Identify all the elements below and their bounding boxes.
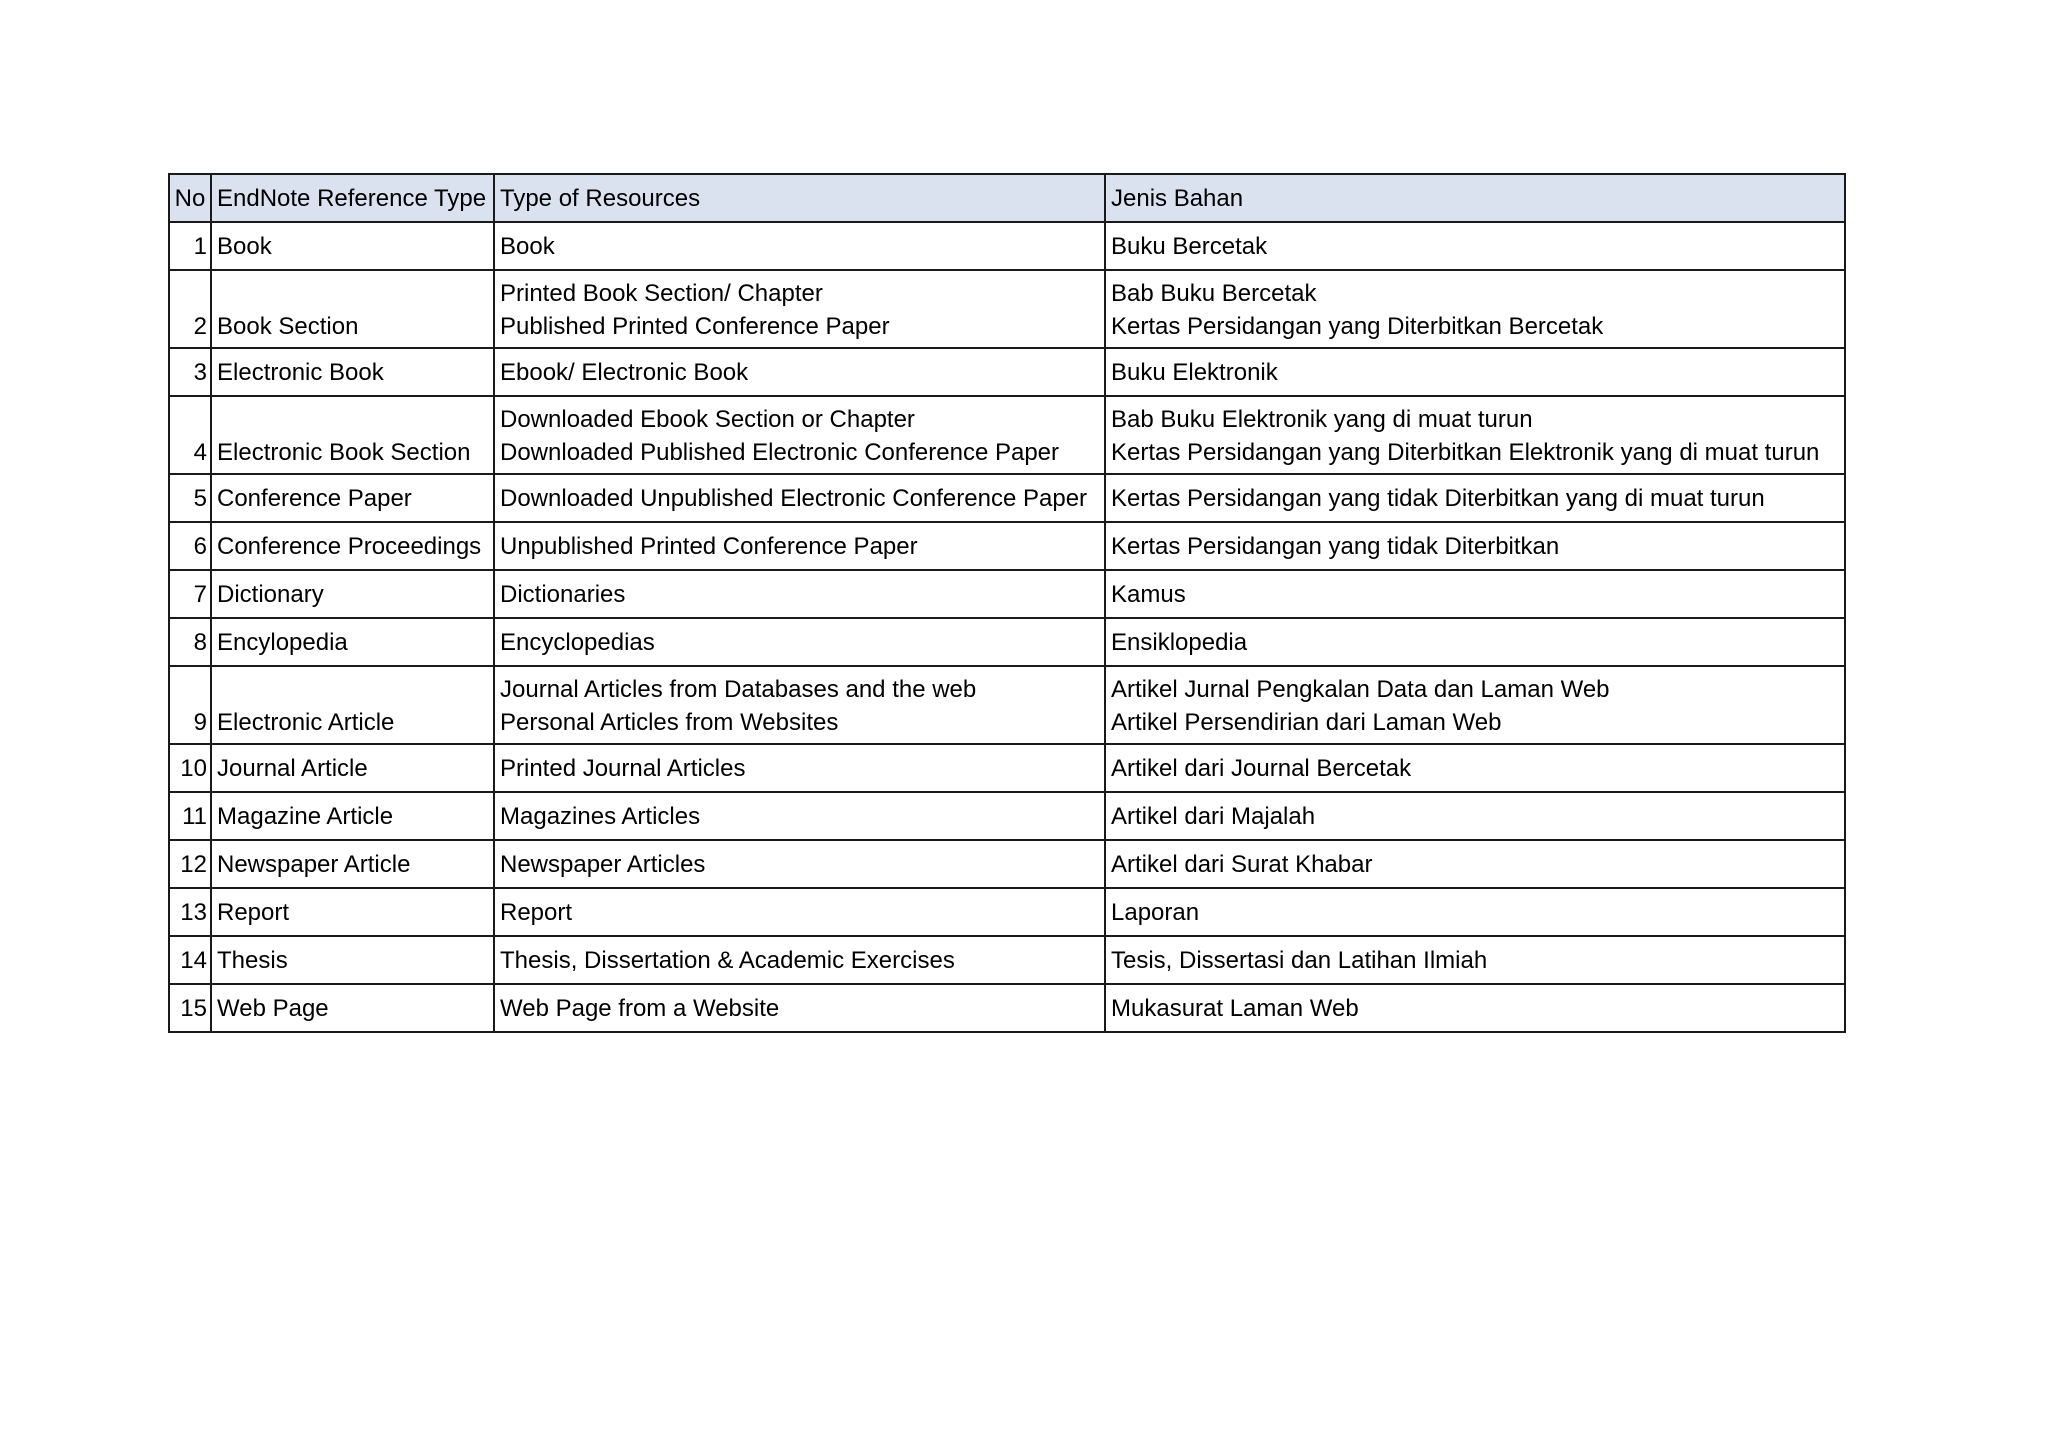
- type-of-resources-cell: [494, 666, 1105, 744]
- endnote-reference-type-cell: Book Section: [211, 270, 494, 348]
- row-number: 14: [169, 936, 211, 984]
- resource-line: Newspaper Articles: [500, 850, 706, 878]
- jenis-bahan-cell: [1105, 984, 1845, 1032]
- table-body: [169, 222, 1845, 1032]
- jenis-line: Bab Buku Elektronik yang di muat turun: [1111, 406, 1533, 433]
- jenis-line: Artikel Persendirian dari Laman Web: [1111, 709, 1502, 736]
- resource-line: Printed Journal Articles: [500, 754, 746, 782]
- jenis-line: Kertas Persidangan yang Diterbitkan Bercetak: [1111, 313, 1604, 340]
- jenis-bahan-cell: [1105, 396, 1845, 474]
- reference-type-table: [168, 173, 1846, 1033]
- table-row: [169, 396, 1845, 474]
- row-number: 11: [169, 792, 211, 840]
- table-row: [169, 474, 1845, 522]
- resource-line: Encyclopedias: [500, 628, 655, 656]
- endnote-reference-type-cell: Encylopedia: [211, 618, 494, 666]
- table-row: [169, 666, 1845, 744]
- resource-line: Thesis, Dissertation & Academic Exercises: [500, 946, 955, 974]
- row-number: 13: [169, 888, 211, 936]
- jenis-line: Buku Elektronik: [1111, 358, 1278, 386]
- type-of-resources-cell: [494, 984, 1105, 1032]
- type-of-resources-cell: [494, 792, 1105, 840]
- jenis-line: Tesis, Dissertasi dan Latihan Ilmiah: [1111, 946, 1488, 974]
- resource-line: Dictionaries: [500, 580, 626, 608]
- jenis-line: Kamus: [1111, 580, 1186, 608]
- table-row: [169, 984, 1845, 1032]
- jenis-bahan-cell: [1105, 666, 1845, 744]
- type-of-resources-cell: [494, 888, 1105, 936]
- type-of-resources-cell: [494, 840, 1105, 888]
- row-number: 12: [169, 840, 211, 888]
- type-of-resources-cell: [494, 570, 1105, 618]
- header-type-of-resources: Type of Resources: [494, 174, 1105, 222]
- endnote-reference-type-cell: Report: [211, 888, 494, 936]
- type-of-resources-cell: [494, 348, 1105, 396]
- table-row: [169, 522, 1845, 570]
- row-number: 3: [169, 348, 211, 396]
- table-row: [169, 936, 1845, 984]
- row-number: 4: [169, 396, 211, 474]
- resource-line: Ebook/ Electronic Book: [500, 358, 749, 386]
- row-number: 15: [169, 984, 211, 1032]
- endnote-reference-type-cell: Web Page: [211, 984, 494, 1032]
- jenis-bahan-cell: [1105, 618, 1845, 666]
- type-of-resources-cell: [494, 474, 1105, 522]
- row-number: 1: [169, 222, 211, 270]
- jenis-line: Artikel dari Journal Bercetak: [1111, 754, 1412, 782]
- row-number: 5: [169, 474, 211, 522]
- resource-line: Book: [500, 232, 555, 260]
- endnote-reference-type-cell: Conference Proceedings: [211, 522, 494, 570]
- type-of-resources-cell: [494, 936, 1105, 984]
- table-row: [169, 348, 1845, 396]
- endnote-reference-type-cell: Electronic Book: [211, 348, 494, 396]
- jenis-bahan-cell: [1105, 888, 1845, 936]
- type-of-resources-cell: [494, 270, 1105, 348]
- row-number: 7: [169, 570, 211, 618]
- table-row: [169, 570, 1845, 618]
- type-of-resources-cell: [494, 744, 1105, 792]
- jenis-line: Artikel dari Surat Khabar: [1111, 850, 1373, 878]
- table-row: [169, 792, 1845, 840]
- jenis-bahan-cell: [1105, 840, 1845, 888]
- row-number: 6: [169, 522, 211, 570]
- resource-line: Printed Book Section/ Chapter: [500, 280, 823, 307]
- jenis-bahan-cell: [1105, 792, 1845, 840]
- resource-line: Published Printed Conference Paper: [500, 313, 890, 340]
- endnote-reference-type-cell: Conference Paper: [211, 474, 494, 522]
- jenis-bahan-cell: [1105, 348, 1845, 396]
- table-row: [169, 222, 1845, 270]
- table-header-row: [169, 174, 1845, 222]
- row-number: 9: [169, 666, 211, 744]
- endnote-reference-type-cell: Electronic Article: [211, 666, 494, 744]
- resource-line: Personal Articles from Websites: [500, 709, 839, 736]
- type-of-resources-cell: [494, 222, 1105, 270]
- resource-line: Downloaded Ebook Section or Chapter: [500, 406, 915, 433]
- resource-line: Downloaded Published Electronic Conference Paper: [500, 439, 1060, 466]
- endnote-reference-type-cell: Book: [211, 222, 494, 270]
- endnote-reference-type-cell: Magazine Article: [211, 792, 494, 840]
- type-of-resources-cell: [494, 618, 1105, 666]
- row-number: 10: [169, 744, 211, 792]
- jenis-line: Kertas Persidangan yang tidak Diterbitkan: [1111, 532, 1560, 560]
- table-row: [169, 744, 1845, 792]
- jenis-line: Artikel Jurnal Pengkalan Data dan Laman Web: [1111, 676, 1610, 703]
- table-row: [169, 840, 1845, 888]
- jenis-bahan-cell: [1105, 570, 1845, 618]
- row-number: 8: [169, 618, 211, 666]
- endnote-reference-type-cell: Journal Article: [211, 744, 494, 792]
- jenis-bahan-cell: [1105, 222, 1845, 270]
- row-number: 2: [169, 270, 211, 348]
- jenis-bahan-cell: [1105, 936, 1845, 984]
- resource-line: Downloaded Unpublished Electronic Conference Paper: [500, 484, 1088, 512]
- header-no: No: [169, 174, 211, 222]
- resource-line: Web Page from a Website: [500, 994, 780, 1022]
- endnote-reference-type-cell: Newspaper Article: [211, 840, 494, 888]
- jenis-bahan-cell: [1105, 744, 1845, 792]
- table-row: [169, 888, 1845, 936]
- type-of-resources-cell: [494, 522, 1105, 570]
- resource-line: Report: [500, 898, 573, 926]
- jenis-bahan-cell: [1105, 474, 1845, 522]
- header-endnote-reference-type: EndNote Reference Type: [211, 174, 494, 222]
- jenis-bahan-cell: [1105, 270, 1845, 348]
- resource-line: Magazines Articles: [500, 802, 701, 830]
- jenis-line: Mukasurat Laman Web: [1111, 994, 1359, 1022]
- jenis-bahan-cell: [1105, 522, 1845, 570]
- jenis-line: Kertas Persidangan yang tidak Diterbitkan yang di muat turun: [1111, 484, 1765, 512]
- jenis-line: Buku Bercetak: [1111, 232, 1268, 260]
- jenis-line: Ensiklopedia: [1111, 628, 1248, 656]
- table-row: [169, 618, 1845, 666]
- jenis-line: Bab Buku Bercetak: [1111, 280, 1317, 307]
- jenis-line: Artikel dari Majalah: [1111, 802, 1316, 830]
- endnote-reference-type-cell: Dictionary: [211, 570, 494, 618]
- resource-line: Unpublished Printed Conference Paper: [500, 532, 918, 560]
- header-jenis-bahan: Jenis Bahan: [1105, 174, 1845, 222]
- table-row: [169, 270, 1845, 348]
- resource-line: Journal Articles from Databases and the web: [500, 676, 977, 703]
- jenis-line: Kertas Persidangan yang Diterbitkan Elektronik yang di muat turun: [1111, 439, 1820, 466]
- type-of-resources-cell: [494, 396, 1105, 474]
- endnote-reference-type-cell: Electronic Book Section: [211, 396, 494, 474]
- endnote-reference-type-cell: Thesis: [211, 936, 494, 984]
- jenis-line: Laporan: [1111, 898, 1200, 926]
